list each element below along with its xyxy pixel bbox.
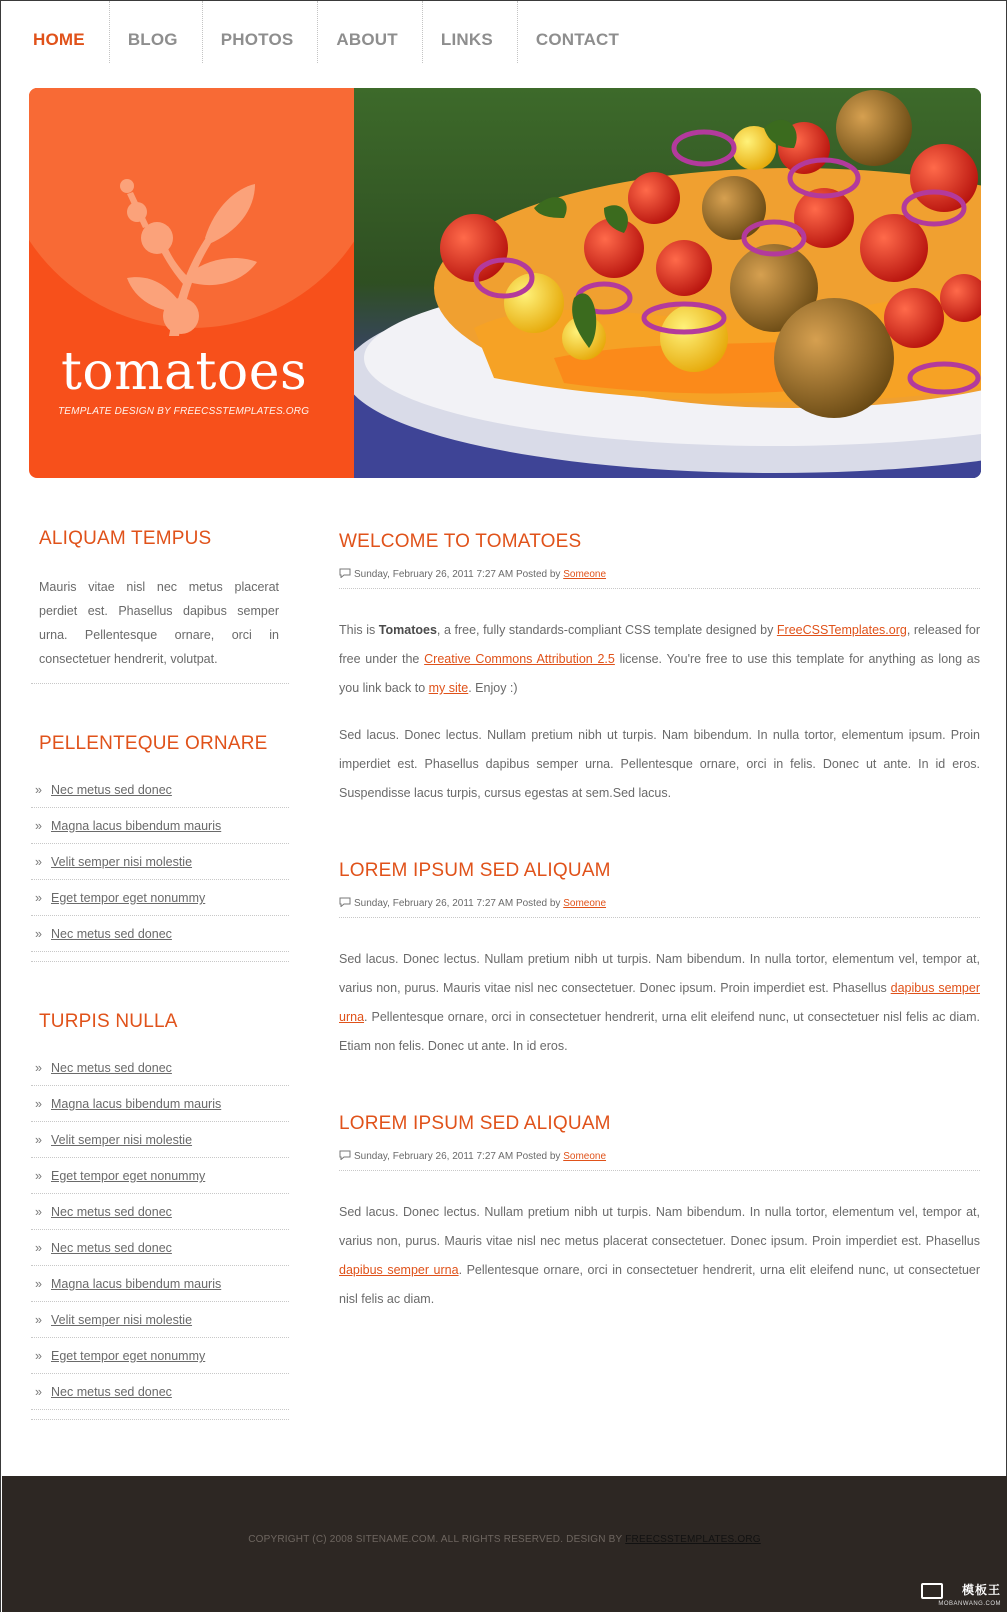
post-paragraph (339, 1198, 980, 1314)
post-date: Sunday, February 26, 2011 7:27 AM Posted by (354, 898, 561, 909)
sidebar-link[interactable]: Nec metus sed donec (51, 1061, 172, 1075)
sidebar-link[interactable]: Velit semper nisi molestie (51, 855, 193, 869)
post-title: LOREM IPSUM SED ALIQUAM (339, 860, 611, 881)
nav-links[interactable]: LINKS (423, 1, 518, 63)
bullet-icon: » (35, 1205, 42, 1219)
sidebar-block-turpis (31, 1002, 289, 1420)
freecsstemplates-link[interactable]: FreeCSSTemplates.org (776, 623, 907, 637)
sidebar-link[interactable]: Magna lacus bibendum mauris (51, 1097, 222, 1111)
bullet-icon: » (35, 855, 42, 869)
footer (2, 1476, 1007, 1612)
text: Sed lacus. Donec lectus. Nullam pretium nibh ut turpis. Nam bibendum. In nulla tortor, elementum vel, tempor at, varius non, purus. Mauris vitae nisl nec consectetuer. Donec ipsum. Proin imperdiet est. Phasellus (339, 952, 980, 995)
bullet-icon: » (35, 1385, 42, 1399)
post-author-link[interactable]: Someone (563, 898, 607, 909)
sidebar-link[interactable]: Velit semper nisi molestie (51, 1313, 193, 1327)
post-paragraph (339, 616, 980, 703)
watermark-icon (921, 1583, 943, 1599)
footer-design-link[interactable]: FREECSSTEMPLATES.ORG (625, 1534, 761, 1545)
post-body (339, 1171, 980, 1314)
sidebar-link[interactable]: Eget tempor eget nonummy (51, 1169, 206, 1183)
list-item (31, 916, 289, 952)
nav-blog[interactable]: BLOG (110, 1, 203, 63)
list-item (31, 844, 289, 880)
list-item (31, 1374, 289, 1410)
list-item (31, 772, 289, 808)
logo-title: tomatoes (61, 342, 308, 402)
sidebar-title: TURPIS NULLA (39, 1011, 178, 1032)
nav-contact[interactable]: CONTACT (535, 30, 620, 49)
list-item (31, 808, 289, 844)
sidebar-link[interactable]: Velit semper nisi molestie (51, 1133, 193, 1147)
watermark-domain: MOBANWANG.COM (938, 1601, 1001, 1607)
post-title: LOREM IPSUM SED ALIQUAM (339, 1113, 611, 1134)
nav-about[interactable]: ABOUT (318, 1, 422, 63)
bullet-icon: » (35, 1133, 42, 1147)
list-item (31, 1122, 289, 1158)
text: . Pellentesque ornare, orci in consectetuer hendrerit, urna elit eleifend nunc, ut consectetuer nisl felis ac diam. Etiam non felis. Donec ut ante. In id eros. (339, 1010, 980, 1053)
sidebar-link[interactable]: Nec metus sed donec (51, 1241, 172, 1255)
post-body (339, 918, 980, 1061)
bullet-icon: » (35, 1277, 42, 1291)
bullet-icon: » (35, 1241, 42, 1255)
list-item (31, 1050, 289, 1086)
bullet-icon: » (35, 891, 42, 905)
list-item (31, 1194, 289, 1230)
post-author-link[interactable]: Someone (563, 569, 607, 580)
sidebar-link[interactable]: Nec metus sed donec (51, 927, 172, 941)
post (339, 527, 980, 808)
footer-copyright (2, 1534, 1007, 1545)
watermark-logo (921, 1581, 1001, 1607)
divider (31, 952, 289, 962)
post-meta (339, 557, 980, 589)
list-item (31, 1086, 289, 1122)
dapibus-link[interactable]: dapibus semper urna (339, 1263, 459, 1277)
divider (31, 1410, 289, 1420)
post-meta (339, 1139, 980, 1171)
text: . Pellentesque ornare, orci in consectetuer hendrerit, urna elit eleifend nunc, ut consectetuer nisl felis ac diam. (339, 1263, 981, 1306)
post-date: Sunday, February 26, 2011 7:27 AM Posted by (354, 569, 561, 580)
sidebar-link[interactable]: Magna lacus bibendum mauris (51, 1277, 222, 1291)
text: Sed lacus. Donec lectus. Nullam pretium nibh ut turpis. Nam bibendum. In nulla tortor, elementum vel, tempor at, varius non, purus. Mauris vitae nisl nec metus placerat consectetuer. Donec ipsum. Proin imperdiet est. Phasellus (339, 1205, 980, 1248)
list-item (31, 1158, 289, 1194)
nav-photos[interactable]: PHOTOS (203, 1, 319, 63)
list-item (31, 1266, 289, 1302)
text: , released for free under the (339, 623, 980, 666)
sidebar-block-aliquam (31, 519, 289, 684)
bullet-icon: » (35, 927, 42, 941)
post-date: Sunday, February 26, 2011 7:27 AM Posted by (354, 1151, 561, 1162)
sidebar-link[interactable]: Eget tempor eget nonummy (51, 1349, 206, 1363)
comment-icon (339, 568, 351, 578)
logo-subtitle: TEMPLATE DESIGN BY FREECSSTEMPLATES.ORG (58, 406, 310, 417)
main-nav (15, 1, 643, 63)
header-salad-image (354, 88, 981, 478)
list-item (31, 880, 289, 916)
nav-home[interactable]: HOME (15, 1, 110, 63)
list-item (31, 1230, 289, 1266)
post-paragraph: Sed lacus. Donec lectus. Nullam pretium nibh ut turpis. Nam bibendum. In nulla tortor, elementum ipsum. Proin imperdiet est. Phasellus dapibus semper urna. Pellentesque ornare, orci in felis. Donec ut ante. In id eros. Suspendisse lacus turpis, cursus egestas at sem.Sed lacus. (339, 728, 980, 800)
sidebar (31, 519, 289, 1420)
sidebar-link[interactable]: Magna lacus bibendum mauris (51, 819, 222, 833)
text: license. You're free to use this template for anything as long as you link back to (339, 652, 980, 695)
comment-icon (339, 897, 351, 907)
bullet-icon: » (35, 819, 42, 833)
bold-text: Tomatoes (378, 623, 437, 637)
bullet-icon: » (35, 1169, 42, 1183)
text: . Enjoy :) (468, 681, 518, 695)
sidebar-title: ALIQUAM TEMPUS (39, 528, 212, 549)
comment-icon (339, 1150, 351, 1160)
copyright-text: COPYRIGHT (C) 2008 SITENAME.COM. ALL RIGHTS RESERVED. DESIGN BY (248, 1534, 626, 1545)
header-banner (29, 88, 981, 478)
sidebar-link[interactable]: Nec metus sed donec (51, 1205, 172, 1219)
text: , a free, fully standards-compliant CSS template designed by (436, 623, 777, 637)
my-site-link[interactable]: my site (428, 681, 469, 695)
sidebar-link[interactable]: Nec metus sed donec (51, 783, 172, 797)
sidebar-link[interactable]: Eget tempor eget nonummy (51, 891, 206, 905)
post (339, 1109, 980, 1314)
bullet-icon: » (35, 783, 42, 797)
sidebar-link-list (31, 1042, 289, 1410)
bullet-icon: » (35, 1349, 42, 1363)
sidebar-title: PELLENTEQUE ORNARE (39, 733, 268, 754)
sidebar-block-pellenteque (31, 724, 289, 962)
post-author-link[interactable]: Someone (563, 1151, 607, 1162)
watermark-title: 模板王 (961, 1583, 1001, 1597)
post (339, 856, 980, 1061)
sidebar-link-list (31, 764, 289, 952)
post-title: WELCOME TO TOMATOES (339, 531, 582, 552)
plant-logo-icon (97, 166, 277, 346)
license-link[interactable]: Creative Commons Attribution 2.5 (424, 652, 615, 666)
dapibus-link[interactable]: dapibus semper urna (339, 981, 980, 1024)
sidebar-text: Mauris vitae nisl nec metus placerat perdiet est. Phasellus dapibus semper urna. Pellentesque ornare, orci in consectetuer hendrerit, volutpat. (31, 559, 289, 684)
post-paragraph (339, 945, 980, 1061)
list-item (31, 1302, 289, 1338)
logo-panel (29, 88, 354, 478)
bullet-icon: » (35, 1061, 42, 1075)
post-body (339, 589, 980, 808)
post-meta (339, 886, 980, 918)
main-content (339, 527, 980, 1314)
bullet-icon: » (35, 1313, 42, 1327)
text: This is (339, 623, 379, 637)
list-item (31, 1338, 289, 1374)
sidebar-link[interactable]: Nec metus sed donec (51, 1385, 172, 1399)
bullet-icon: » (35, 1097, 42, 1111)
